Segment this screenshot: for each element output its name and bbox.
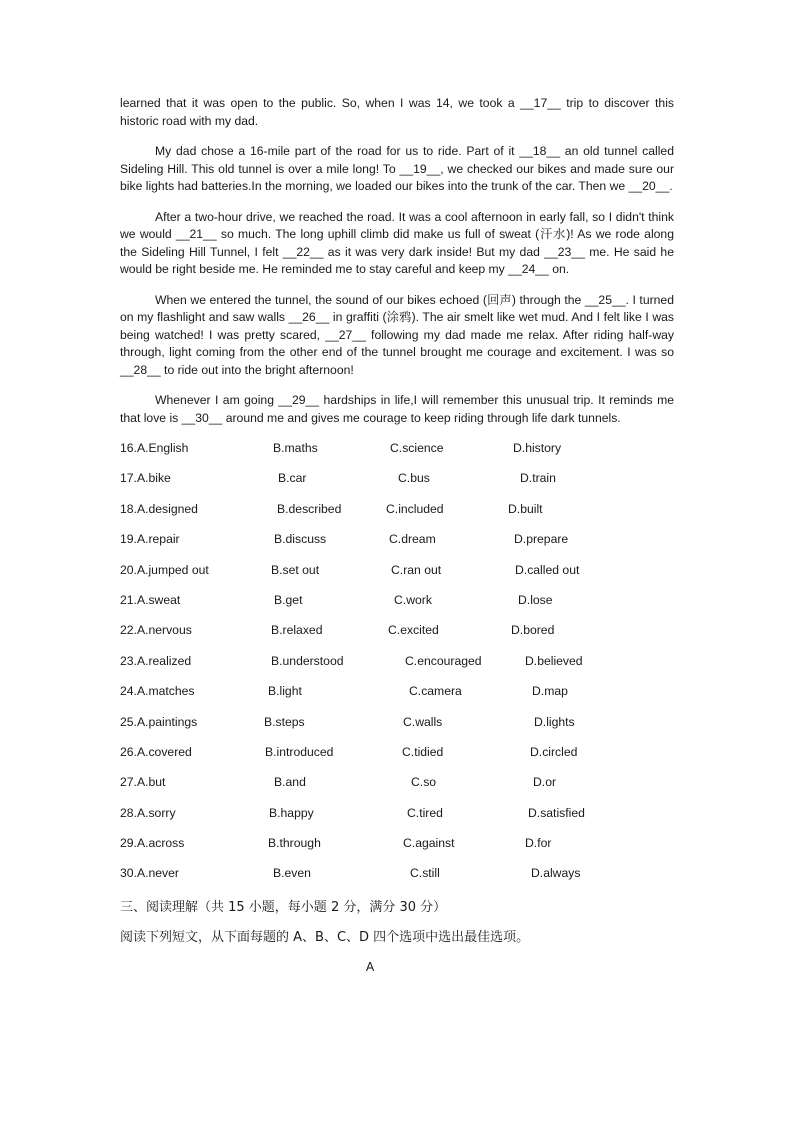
option-d: D.for (525, 836, 552, 851)
option-d: D.or (533, 775, 557, 790)
option-a: 25.A.paintings (120, 714, 198, 729)
option-a: 18.A.designed (120, 501, 198, 516)
question-26-options (120, 744, 674, 774)
option-d: D.satisfied (528, 805, 585, 820)
option-c: C.tired (407, 805, 443, 820)
option-a: 30.A.never (120, 866, 179, 881)
option-b: B.understood (271, 653, 344, 668)
question-18-options (120, 501, 674, 531)
option-a: 21.A.sweat (120, 592, 181, 607)
option-b: B.and (274, 775, 306, 790)
question-27-options (120, 774, 674, 804)
question-25-options (120, 714, 674, 744)
question-29-options (120, 835, 674, 865)
option-d: D.circled (530, 744, 578, 759)
option-d: D.believed (525, 653, 583, 668)
option-b: B.even (273, 866, 311, 881)
option-c: C.so (411, 775, 437, 790)
option-a: 17.A.bike (120, 471, 171, 486)
question-30-options (120, 865, 674, 895)
option-b: B.maths (273, 441, 318, 455)
option-a: 23.A.realized (120, 653, 192, 668)
question-23-options (120, 653, 674, 683)
passage-paragraph: My dad chose a 16-mile part of the road for us to ride. Part of it __18__ an old tunnel called Sideling Hill. This old tunnel is over a mile long! To __19__, we checked our bikes and made sure our bike lights had batteries.In the morning, we loaded our bikes into the trunk of the car. Then we __20__. (120, 144, 674, 193)
option-d: D.bored (511, 623, 555, 638)
option-c: C.camera (409, 684, 462, 699)
option-b: B.through (268, 836, 321, 851)
option-b: B.light (268, 684, 302, 699)
option-b: B.discuss (274, 532, 327, 547)
question-20-options (120, 562, 674, 592)
option-a: 27.A.but (120, 775, 166, 790)
section-instruction: 阅读下列短文，从下面每题的 A、B、C、D 四个选项中选出最佳选项。 (120, 929, 530, 945)
question-19-options (120, 531, 674, 561)
option-a: 19.A.repair (120, 532, 180, 547)
option-b: B.steps (264, 714, 305, 729)
option-d: D.history (513, 441, 562, 455)
option-a: 24.A.matches (120, 684, 195, 699)
passage-paragraph: When we entered the tunnel, the sound of our bikes echoed (回声) through the __25__. I turned on my flashlight and saw walls __26__ in graffiti (涂鸦). The air smelt like wet mud. And I felt like I was being watched! I was pretty scared, __27__ following my dad made me relax. After riding half-way through, light coming from the other end of the tunnel brought me courage and excitement. I was so __28__ to ride out into the bright afternoon! (120, 292, 674, 377)
option-d: D.map (532, 684, 568, 699)
option-c: C.against (403, 836, 455, 851)
option-b: B.relaxed (271, 623, 323, 638)
passage-paragraph: Whenever I am going __29__ hardships in life,I will remember this unusual trip. It reminds me that love is __30__ around me and gives me courage to keep riding through life dark tunnels. (120, 393, 674, 425)
option-b: B.described (277, 501, 342, 516)
option-d: D.called out (515, 562, 580, 577)
option-c: C.included (386, 501, 444, 516)
option-b: B.get (274, 592, 303, 607)
option-d: D.train (520, 471, 556, 486)
option-c: C.ran out (391, 562, 442, 577)
option-b: B.car (278, 471, 307, 486)
option-c: C.bus (398, 471, 430, 486)
option-a: 29.A.across (120, 836, 185, 851)
option-d: D.lights (534, 714, 575, 729)
cloze-passage (120, 95, 674, 427)
option-a: 22.A.nervous (120, 623, 192, 638)
question-17-options (120, 470, 674, 500)
option-c: C.science (390, 441, 444, 455)
section-title: 三、阅读理解（共 15 小题，每小题 2 分，满分 30 分） (120, 899, 447, 915)
option-c: C.still (410, 866, 440, 881)
option-a: 26.A.covered (120, 744, 192, 759)
question-28-options (120, 805, 674, 835)
question-21-options (120, 592, 674, 622)
option-c: C.excited (388, 623, 439, 638)
option-d: D.prepare (514, 532, 569, 547)
option-a: 16.A.English (120, 441, 189, 455)
option-b: B.set out (271, 562, 320, 577)
question-16-options (120, 440, 674, 470)
option-d: D.always (531, 866, 581, 881)
passage-paragraph: learned that it was open to the public. So, when I was 14, we took a __17__ trip to discover this historic road with my dad. (120, 96, 674, 128)
passage-paragraph: After a two-hour drive, we reached the road. It was a cool afternoon in early fall, so I didn't think we would __21__ so much. The long uphill climb did make us full of sweat (汗水)! As we rode along the Sideling Hill Tunnel, I felt __22__ as it was very dark inside! But my dad __23__ me. He said he would be right beside me. He reminded me to stay careful and keep my __24__ on. (120, 209, 674, 276)
part-label: A (365, 959, 375, 974)
question-22-options (120, 622, 674, 652)
cloze-options (120, 440, 674, 896)
option-a: 28.A.sorry (120, 805, 176, 820)
option-d: D.lose (518, 592, 553, 607)
option-c: C.work (394, 592, 432, 607)
option-b: B.happy (269, 805, 314, 820)
option-c: C.tidied (402, 744, 444, 759)
option-c: C.encouraged (405, 653, 482, 668)
option-c: C.dream (389, 532, 436, 547)
option-d: D.built (508, 501, 543, 516)
document-page (120, 95, 674, 974)
option-a: 20.A.jumped out (120, 562, 209, 577)
option-b: B.introduced (265, 744, 334, 759)
option-c: C.walls (403, 714, 443, 729)
question-24-options (120, 683, 674, 713)
